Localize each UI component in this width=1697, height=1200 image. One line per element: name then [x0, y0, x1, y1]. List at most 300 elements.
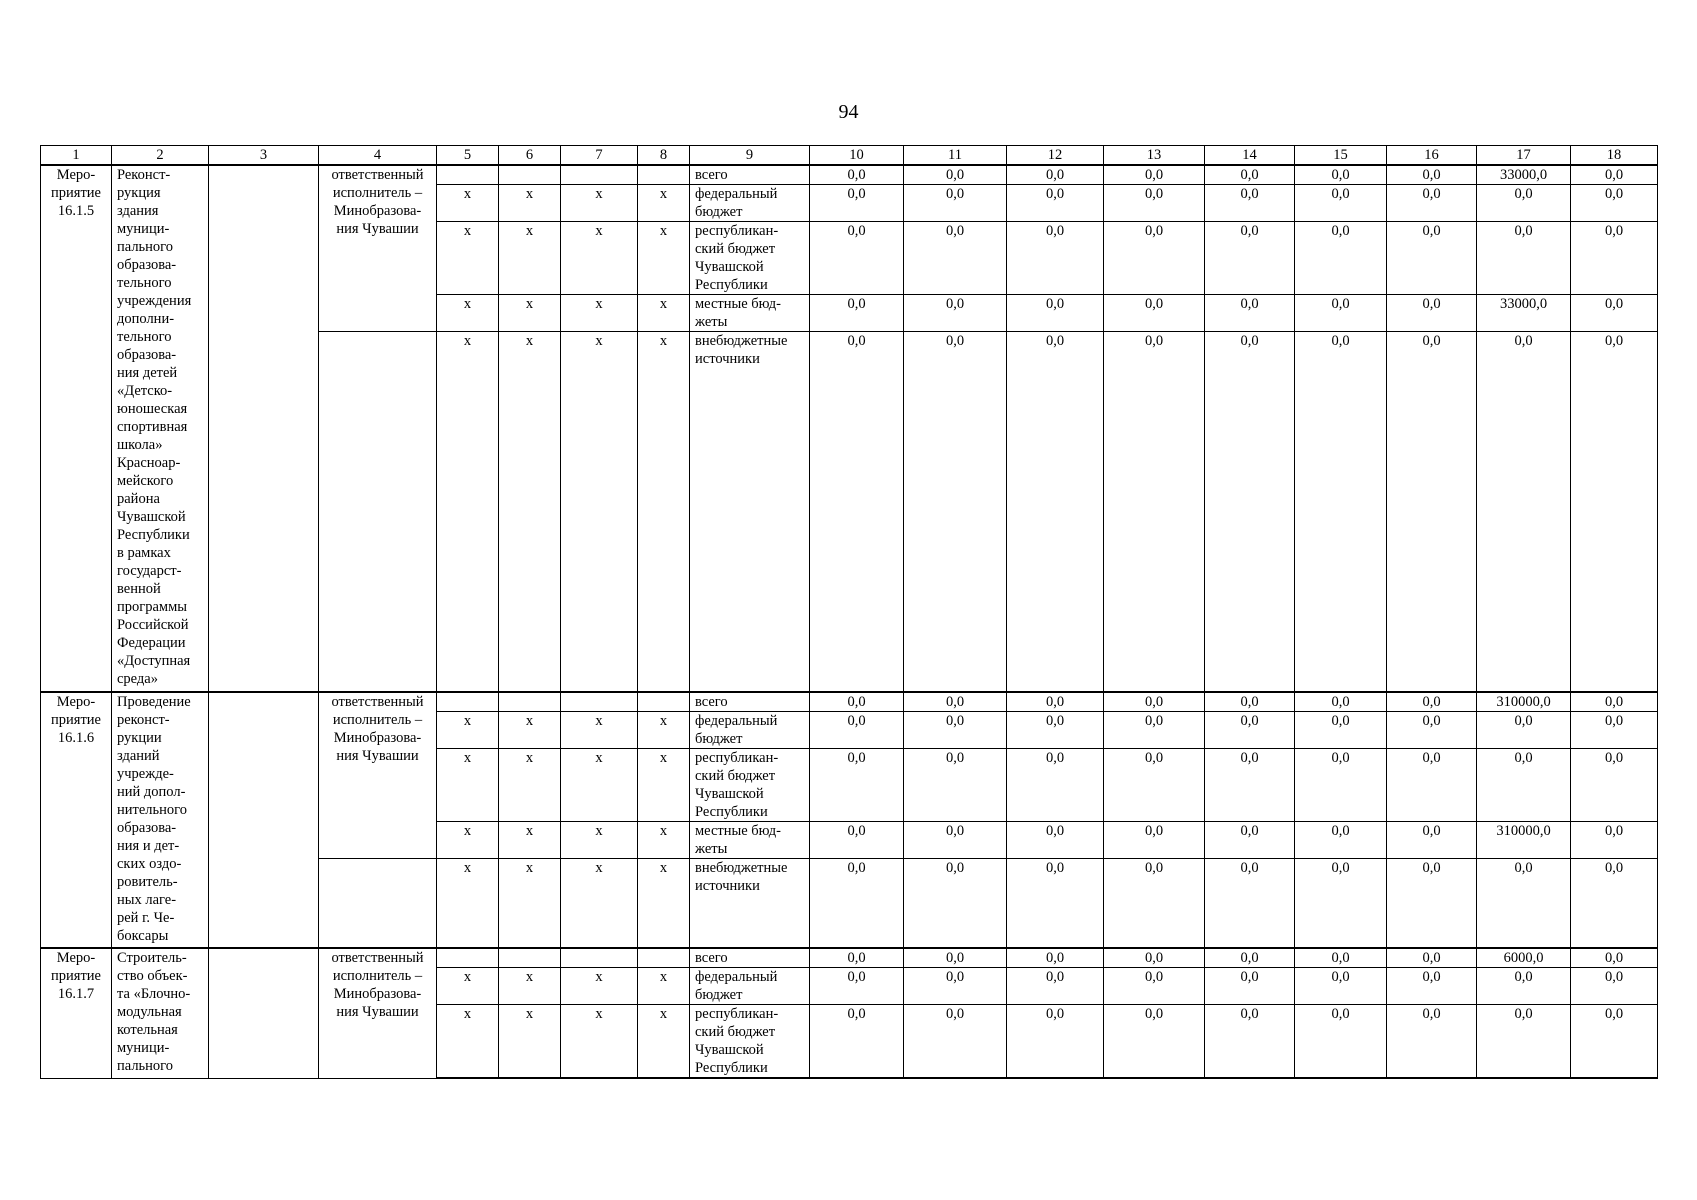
- text-line: в рамках: [117, 545, 171, 561]
- text-line: Строитель-: [117, 950, 187, 966]
- value-cell: 0,0: [1571, 858, 1658, 948]
- code-cell: [499, 692, 561, 712]
- text-line: ский бюджет: [695, 767, 776, 784]
- measure-row: [41, 165, 1658, 185]
- value-cell: 0,0: [1477, 711, 1571, 748]
- value-cell: 0,0: [1205, 711, 1295, 748]
- text-line: рукции: [117, 729, 162, 746]
- code-cell: х: [561, 821, 638, 858]
- text-line: внебюджетные: [695, 859, 788, 876]
- text-line: пального: [117, 1058, 174, 1074]
- text-line: программы: [117, 599, 187, 615]
- text-line: тельного: [117, 275, 172, 291]
- value-cell: 0,0: [1205, 968, 1295, 1005]
- code-cell: х: [437, 295, 499, 332]
- funding-source: [690, 165, 810, 185]
- value-cell: 0,0: [810, 1005, 904, 1079]
- text-line: ния и дет-: [117, 837, 180, 854]
- text-line: источники: [695, 877, 760, 894]
- text-line: образова-: [117, 819, 177, 836]
- measure-row: [41, 692, 1658, 712]
- value-cell: 0,0: [1104, 332, 1205, 692]
- header-cell: 12: [1007, 146, 1104, 166]
- value-cell: 0,0: [1104, 222, 1205, 295]
- funding-source: [690, 821, 810, 858]
- value-cell: 0,0: [904, 185, 1007, 222]
- value-cell: 0,0: [1477, 748, 1571, 821]
- text-line: учрежде-: [117, 765, 174, 782]
- value-cell: 0,0: [1571, 222, 1658, 295]
- text-line: Федерации: [117, 635, 186, 651]
- text-line: нительного: [117, 801, 187, 818]
- value-cell: 33000,0: [1477, 295, 1571, 332]
- value-cell: 0,0: [810, 968, 904, 1005]
- text-line: рукция: [117, 185, 161, 201]
- text-line: жеты: [695, 840, 728, 857]
- value-cell: 0,0: [1387, 821, 1477, 858]
- code-cell: х: [437, 222, 499, 295]
- table-body: [41, 146, 1658, 1079]
- text-line: венной: [117, 581, 161, 597]
- text-line: федеральный: [695, 712, 778, 729]
- value-cell: 0,0: [1571, 748, 1658, 821]
- text-line: всего: [695, 167, 728, 183]
- code-cell: х: [561, 185, 638, 222]
- code-cell: х: [638, 295, 690, 332]
- value-cell: 0,0: [810, 222, 904, 295]
- text-line: «Доступная: [117, 653, 191, 669]
- value-cell: 0,0: [1007, 711, 1104, 748]
- text-line: Республики: [117, 527, 190, 543]
- code-cell: х: [437, 858, 499, 948]
- text-line: 16.1.7: [57, 986, 95, 1002]
- code-cell: [499, 165, 561, 185]
- measure-id: [41, 165, 112, 692]
- value-cell: 0,0: [1295, 821, 1387, 858]
- code-cell: х: [437, 711, 499, 748]
- value-cell: 0,0: [1477, 968, 1571, 1005]
- text-line: та «Блочно-: [117, 986, 191, 1002]
- text-line: ния Чувашии: [336, 221, 419, 237]
- value-cell: 0,0: [1387, 711, 1477, 748]
- code-cell: х: [638, 185, 690, 222]
- value-cell: 0,0: [904, 748, 1007, 821]
- header-row: [41, 146, 1658, 166]
- text-line: Чувашской: [117, 509, 186, 525]
- code-cell: х: [437, 332, 499, 692]
- executor-empty-cell: [319, 332, 437, 692]
- text-line: муници-: [117, 221, 170, 237]
- code-cell: х: [638, 968, 690, 1005]
- text-line: ский бюджет: [695, 241, 776, 257]
- value-cell: 0,0: [810, 332, 904, 692]
- text-line: «Детско-: [117, 383, 173, 399]
- value-cell: 0,0: [1104, 968, 1205, 1005]
- value-cell: 0,0: [1295, 692, 1387, 712]
- value-cell: 0,0: [1104, 858, 1205, 948]
- value-cell: 0,0: [1007, 692, 1104, 712]
- value-cell: 0,0: [1007, 748, 1104, 821]
- value-cell: 0,0: [1387, 185, 1477, 222]
- value-cell: 0,0: [1387, 968, 1477, 1005]
- text-line: источники: [695, 351, 760, 367]
- text-line: бюджет: [695, 730, 743, 747]
- value-cell: 0,0: [1477, 222, 1571, 295]
- text-line: приятие: [51, 968, 101, 984]
- value-cell: 0,0: [1007, 332, 1104, 692]
- value-cell: 0,0: [1571, 165, 1658, 185]
- value-cell: 0,0: [1387, 1005, 1477, 1079]
- text-line: Красноар-: [117, 455, 181, 471]
- text-line: ответственный: [331, 950, 424, 966]
- text-line: внебюджетные: [695, 333, 788, 349]
- text-line: боксары: [117, 927, 169, 944]
- text-line: тельного: [117, 329, 172, 345]
- value-cell: 0,0: [1104, 1005, 1205, 1079]
- value-cell: 0,0: [904, 711, 1007, 748]
- value-cell: 0,0: [1571, 968, 1658, 1005]
- value-cell: 0,0: [810, 858, 904, 948]
- value-cell: 0,0: [1205, 821, 1295, 858]
- value-cell: 0,0: [1477, 858, 1571, 948]
- code-cell: х: [499, 858, 561, 948]
- text-line: дополни-: [117, 311, 175, 327]
- text-line: ния Чувашии: [336, 1004, 419, 1020]
- code-cell: х: [499, 968, 561, 1005]
- value-cell: 0,0: [1007, 295, 1104, 332]
- text-line: школа»: [117, 437, 163, 453]
- code-cell: [561, 165, 638, 185]
- text-line: учреждения: [117, 293, 192, 309]
- text-line: района: [117, 491, 160, 507]
- text-line: зданий: [117, 747, 160, 764]
- value-cell: 310000,0: [1477, 692, 1571, 712]
- text-line: Реконст-: [117, 167, 171, 183]
- value-cell: 0,0: [904, 821, 1007, 858]
- value-cell: 0,0: [904, 332, 1007, 692]
- code-cell: х: [561, 332, 638, 692]
- funding-source: [690, 185, 810, 222]
- funding-source: [690, 222, 810, 295]
- text-line: приятие: [51, 185, 101, 201]
- measure-id: [41, 948, 112, 1078]
- value-cell: 0,0: [1205, 185, 1295, 222]
- code-cell: [437, 692, 499, 712]
- text-line: мейского: [117, 473, 174, 489]
- header-cell: 14: [1205, 146, 1295, 166]
- value-cell: 0,0: [1387, 222, 1477, 295]
- code-cell: х: [561, 968, 638, 1005]
- code-cell: х: [561, 711, 638, 748]
- text-line: Меро-: [56, 167, 96, 183]
- code-cell: х: [499, 821, 561, 858]
- text-line: ский бюджет: [695, 1024, 776, 1040]
- header-cell: 15: [1295, 146, 1387, 166]
- funding-source: [690, 692, 810, 712]
- value-cell: 0,0: [904, 858, 1007, 948]
- text-line: здания: [117, 203, 159, 219]
- code-cell: х: [499, 185, 561, 222]
- measure-col3: [209, 692, 319, 949]
- funding-source: [690, 858, 810, 948]
- value-cell: 0,0: [1007, 858, 1104, 948]
- text-line: ответственный: [331, 167, 424, 183]
- header-cell: 9: [690, 146, 810, 166]
- text-line: Республики: [695, 803, 768, 820]
- value-cell: 0,0: [1295, 968, 1387, 1005]
- text-line: Меро-: [56, 950, 96, 966]
- value-cell: 0,0: [1104, 748, 1205, 821]
- text-line: спортивная: [117, 419, 188, 435]
- code-cell: х: [638, 222, 690, 295]
- funding-source: [690, 968, 810, 1005]
- value-cell: 0,0: [1205, 295, 1295, 332]
- text-line: образова-: [117, 257, 177, 273]
- text-line: ния детей: [117, 365, 178, 381]
- value-cell: 0,0: [1007, 821, 1104, 858]
- text-line: бюджет: [695, 987, 743, 1003]
- text-line: федеральный: [695, 186, 778, 202]
- code-cell: х: [561, 1005, 638, 1079]
- code-cell: х: [499, 748, 561, 821]
- value-cell: 0,0: [1104, 692, 1205, 712]
- value-cell: 0,0: [1104, 185, 1205, 222]
- header-cell: 3: [209, 146, 319, 166]
- header-cell: 10: [810, 146, 904, 166]
- text-line: Проведение: [117, 693, 191, 710]
- text-line: местные бюд-: [695, 822, 781, 839]
- header-cell: 6: [499, 146, 561, 166]
- value-cell: 33000,0: [1477, 165, 1571, 185]
- text-line: Российской: [117, 617, 189, 633]
- code-cell: х: [437, 185, 499, 222]
- code-cell: [499, 948, 561, 968]
- text-line: всего: [695, 950, 728, 966]
- header-cell: 7: [561, 146, 638, 166]
- value-cell: 0,0: [1205, 748, 1295, 821]
- measure-id: [41, 692, 112, 949]
- funding-source: [690, 948, 810, 968]
- header-cell: 1: [41, 146, 112, 166]
- text-line: модульная: [117, 1004, 182, 1020]
- value-cell: 0,0: [1104, 821, 1205, 858]
- text-line: Республики: [695, 277, 768, 293]
- text-line: исполнитель –: [332, 711, 423, 728]
- text-line: исполнитель –: [332, 185, 423, 201]
- value-cell: 0,0: [810, 295, 904, 332]
- funding-source: [690, 711, 810, 748]
- value-cell: 0,0: [1477, 332, 1571, 692]
- code-cell: х: [638, 1005, 690, 1079]
- code-cell: [561, 948, 638, 968]
- value-cell: 0,0: [1571, 185, 1658, 222]
- value-cell: 0,0: [810, 692, 904, 712]
- page-number: 94: [838, 101, 859, 123]
- value-cell: 0,0: [1295, 1005, 1387, 1079]
- code-cell: х: [561, 295, 638, 332]
- text-line: приятие: [51, 711, 101, 728]
- header-cell: 5: [437, 146, 499, 166]
- value-cell: 0,0: [810, 948, 904, 968]
- value-cell: 0,0: [1007, 165, 1104, 185]
- value-cell: 0,0: [1295, 858, 1387, 948]
- text-line: Республики: [695, 1060, 768, 1076]
- executor-cell: [319, 948, 437, 1078]
- value-cell: 0,0: [1387, 948, 1477, 968]
- code-cell: х: [561, 858, 638, 948]
- header-cell: 2: [112, 146, 209, 166]
- value-cell: 0,0: [1007, 185, 1104, 222]
- value-cell: 0,0: [1571, 948, 1658, 968]
- value-cell: 0,0: [904, 165, 1007, 185]
- value-cell: 0,0: [1205, 1005, 1295, 1079]
- text-line: местные бюд-: [695, 296, 781, 312]
- value-cell: 0,0: [1205, 222, 1295, 295]
- code-cell: х: [499, 1005, 561, 1079]
- measure-title: [112, 692, 209, 949]
- header-cell: 17: [1477, 146, 1571, 166]
- measure-col3: [209, 165, 319, 692]
- text-line: ний допол-: [117, 783, 186, 800]
- value-cell: 0,0: [1295, 295, 1387, 332]
- value-cell: 310000,0: [1477, 821, 1571, 858]
- header-cell: 16: [1387, 146, 1477, 166]
- funding-source: [690, 1005, 810, 1079]
- text-line: пального: [117, 239, 174, 255]
- text-line: реконст-: [117, 711, 170, 728]
- value-cell: 6000,0: [1477, 948, 1571, 968]
- value-cell: 0,0: [1104, 295, 1205, 332]
- value-cell: 0,0: [1571, 692, 1658, 712]
- value-cell: 0,0: [1104, 948, 1205, 968]
- text-line: котельная: [117, 1022, 178, 1038]
- value-cell: 0,0: [904, 222, 1007, 295]
- value-cell: 0,0: [1295, 185, 1387, 222]
- header-cell: 18: [1571, 146, 1658, 166]
- value-cell: 0,0: [1205, 692, 1295, 712]
- value-cell: 0,0: [1295, 948, 1387, 968]
- text-line: Минобразова-: [333, 203, 422, 219]
- value-cell: 0,0: [1387, 165, 1477, 185]
- value-cell: 0,0: [1295, 748, 1387, 821]
- text-line: всего: [695, 693, 728, 710]
- text-line: Чувашской: [695, 259, 764, 275]
- header-cell: 13: [1104, 146, 1205, 166]
- code-cell: х: [638, 748, 690, 821]
- code-cell: х: [499, 711, 561, 748]
- text-line: государст-: [117, 563, 182, 579]
- value-cell: 0,0: [810, 165, 904, 185]
- measure-title: [112, 948, 209, 1078]
- value-cell: 0,0: [1387, 748, 1477, 821]
- value-cell: 0,0: [810, 748, 904, 821]
- value-cell: 0,0: [1295, 165, 1387, 185]
- executor-empty-cell: [319, 858, 437, 948]
- text-line: бюджет: [695, 204, 743, 220]
- executor-cell: [319, 165, 437, 332]
- value-cell: 0,0: [1571, 332, 1658, 692]
- value-cell: 0,0: [810, 185, 904, 222]
- code-cell: х: [437, 1005, 499, 1079]
- text-line: Минобразова-: [333, 729, 422, 746]
- code-cell: х: [638, 858, 690, 948]
- text-line: ских оздо-: [117, 855, 182, 872]
- text-line: исполнитель –: [332, 968, 423, 984]
- value-cell: 0,0: [1477, 185, 1571, 222]
- code-cell: [437, 948, 499, 968]
- value-cell: 0,0: [1571, 295, 1658, 332]
- value-cell: 0,0: [1205, 948, 1295, 968]
- code-cell: х: [638, 821, 690, 858]
- text-line: республикан-: [695, 1006, 779, 1022]
- value-cell: 0,0: [1295, 222, 1387, 295]
- value-cell: 0,0: [1007, 948, 1104, 968]
- value-cell: 0,0: [1477, 1005, 1571, 1079]
- funding-source: [690, 332, 810, 692]
- text-line: 16.1.6: [57, 729, 95, 746]
- code-cell: [561, 692, 638, 712]
- value-cell: 0,0: [1007, 1005, 1104, 1079]
- value-cell: 0,0: [904, 692, 1007, 712]
- value-cell: 0,0: [1295, 711, 1387, 748]
- code-cell: х: [437, 968, 499, 1005]
- code-cell: х: [638, 711, 690, 748]
- text-line: ровитель-: [117, 873, 178, 890]
- value-cell: 0,0: [1387, 295, 1477, 332]
- funding-source: [690, 748, 810, 821]
- text-line: 16.1.5: [57, 203, 95, 219]
- text-line: Чувашской: [695, 1042, 764, 1058]
- header-cell: 8: [638, 146, 690, 166]
- text-line: рей г. Че-: [117, 909, 175, 926]
- value-cell: 0,0: [1205, 332, 1295, 692]
- measure-title: [112, 165, 209, 692]
- text-line: образова-: [117, 347, 177, 363]
- text-line: ство объек-: [117, 968, 188, 984]
- executor-cell: [319, 692, 437, 859]
- budget-table: [40, 145, 1658, 1079]
- code-cell: [638, 165, 690, 185]
- value-cell: 0,0: [904, 1005, 1007, 1079]
- text-line: Минобразова-: [333, 986, 422, 1002]
- text-line: республикан-: [695, 749, 779, 766]
- code-cell: [437, 165, 499, 185]
- measure-row: [41, 948, 1658, 968]
- code-cell: х: [499, 222, 561, 295]
- header-cell: 4: [319, 146, 437, 166]
- text-line: республикан-: [695, 223, 779, 239]
- text-line: жеты: [695, 314, 728, 330]
- value-cell: 0,0: [904, 968, 1007, 1005]
- text-line: Чувашской: [695, 785, 764, 802]
- value-cell: 0,0: [1387, 858, 1477, 948]
- value-cell: 0,0: [904, 948, 1007, 968]
- text-line: ных лаге-: [117, 891, 177, 908]
- value-cell: 0,0: [1205, 858, 1295, 948]
- code-cell: х: [437, 748, 499, 821]
- code-cell: [638, 692, 690, 712]
- value-cell: 0,0: [1104, 711, 1205, 748]
- code-cell: [638, 948, 690, 968]
- value-cell: 0,0: [1387, 332, 1477, 692]
- code-cell: х: [499, 332, 561, 692]
- value-cell: 0,0: [1571, 821, 1658, 858]
- value-cell: 0,0: [904, 295, 1007, 332]
- value-cell: 0,0: [1007, 222, 1104, 295]
- text-line: ния Чувашии: [336, 747, 419, 764]
- value-cell: 0,0: [1571, 1005, 1658, 1079]
- value-cell: 0,0: [1205, 165, 1295, 185]
